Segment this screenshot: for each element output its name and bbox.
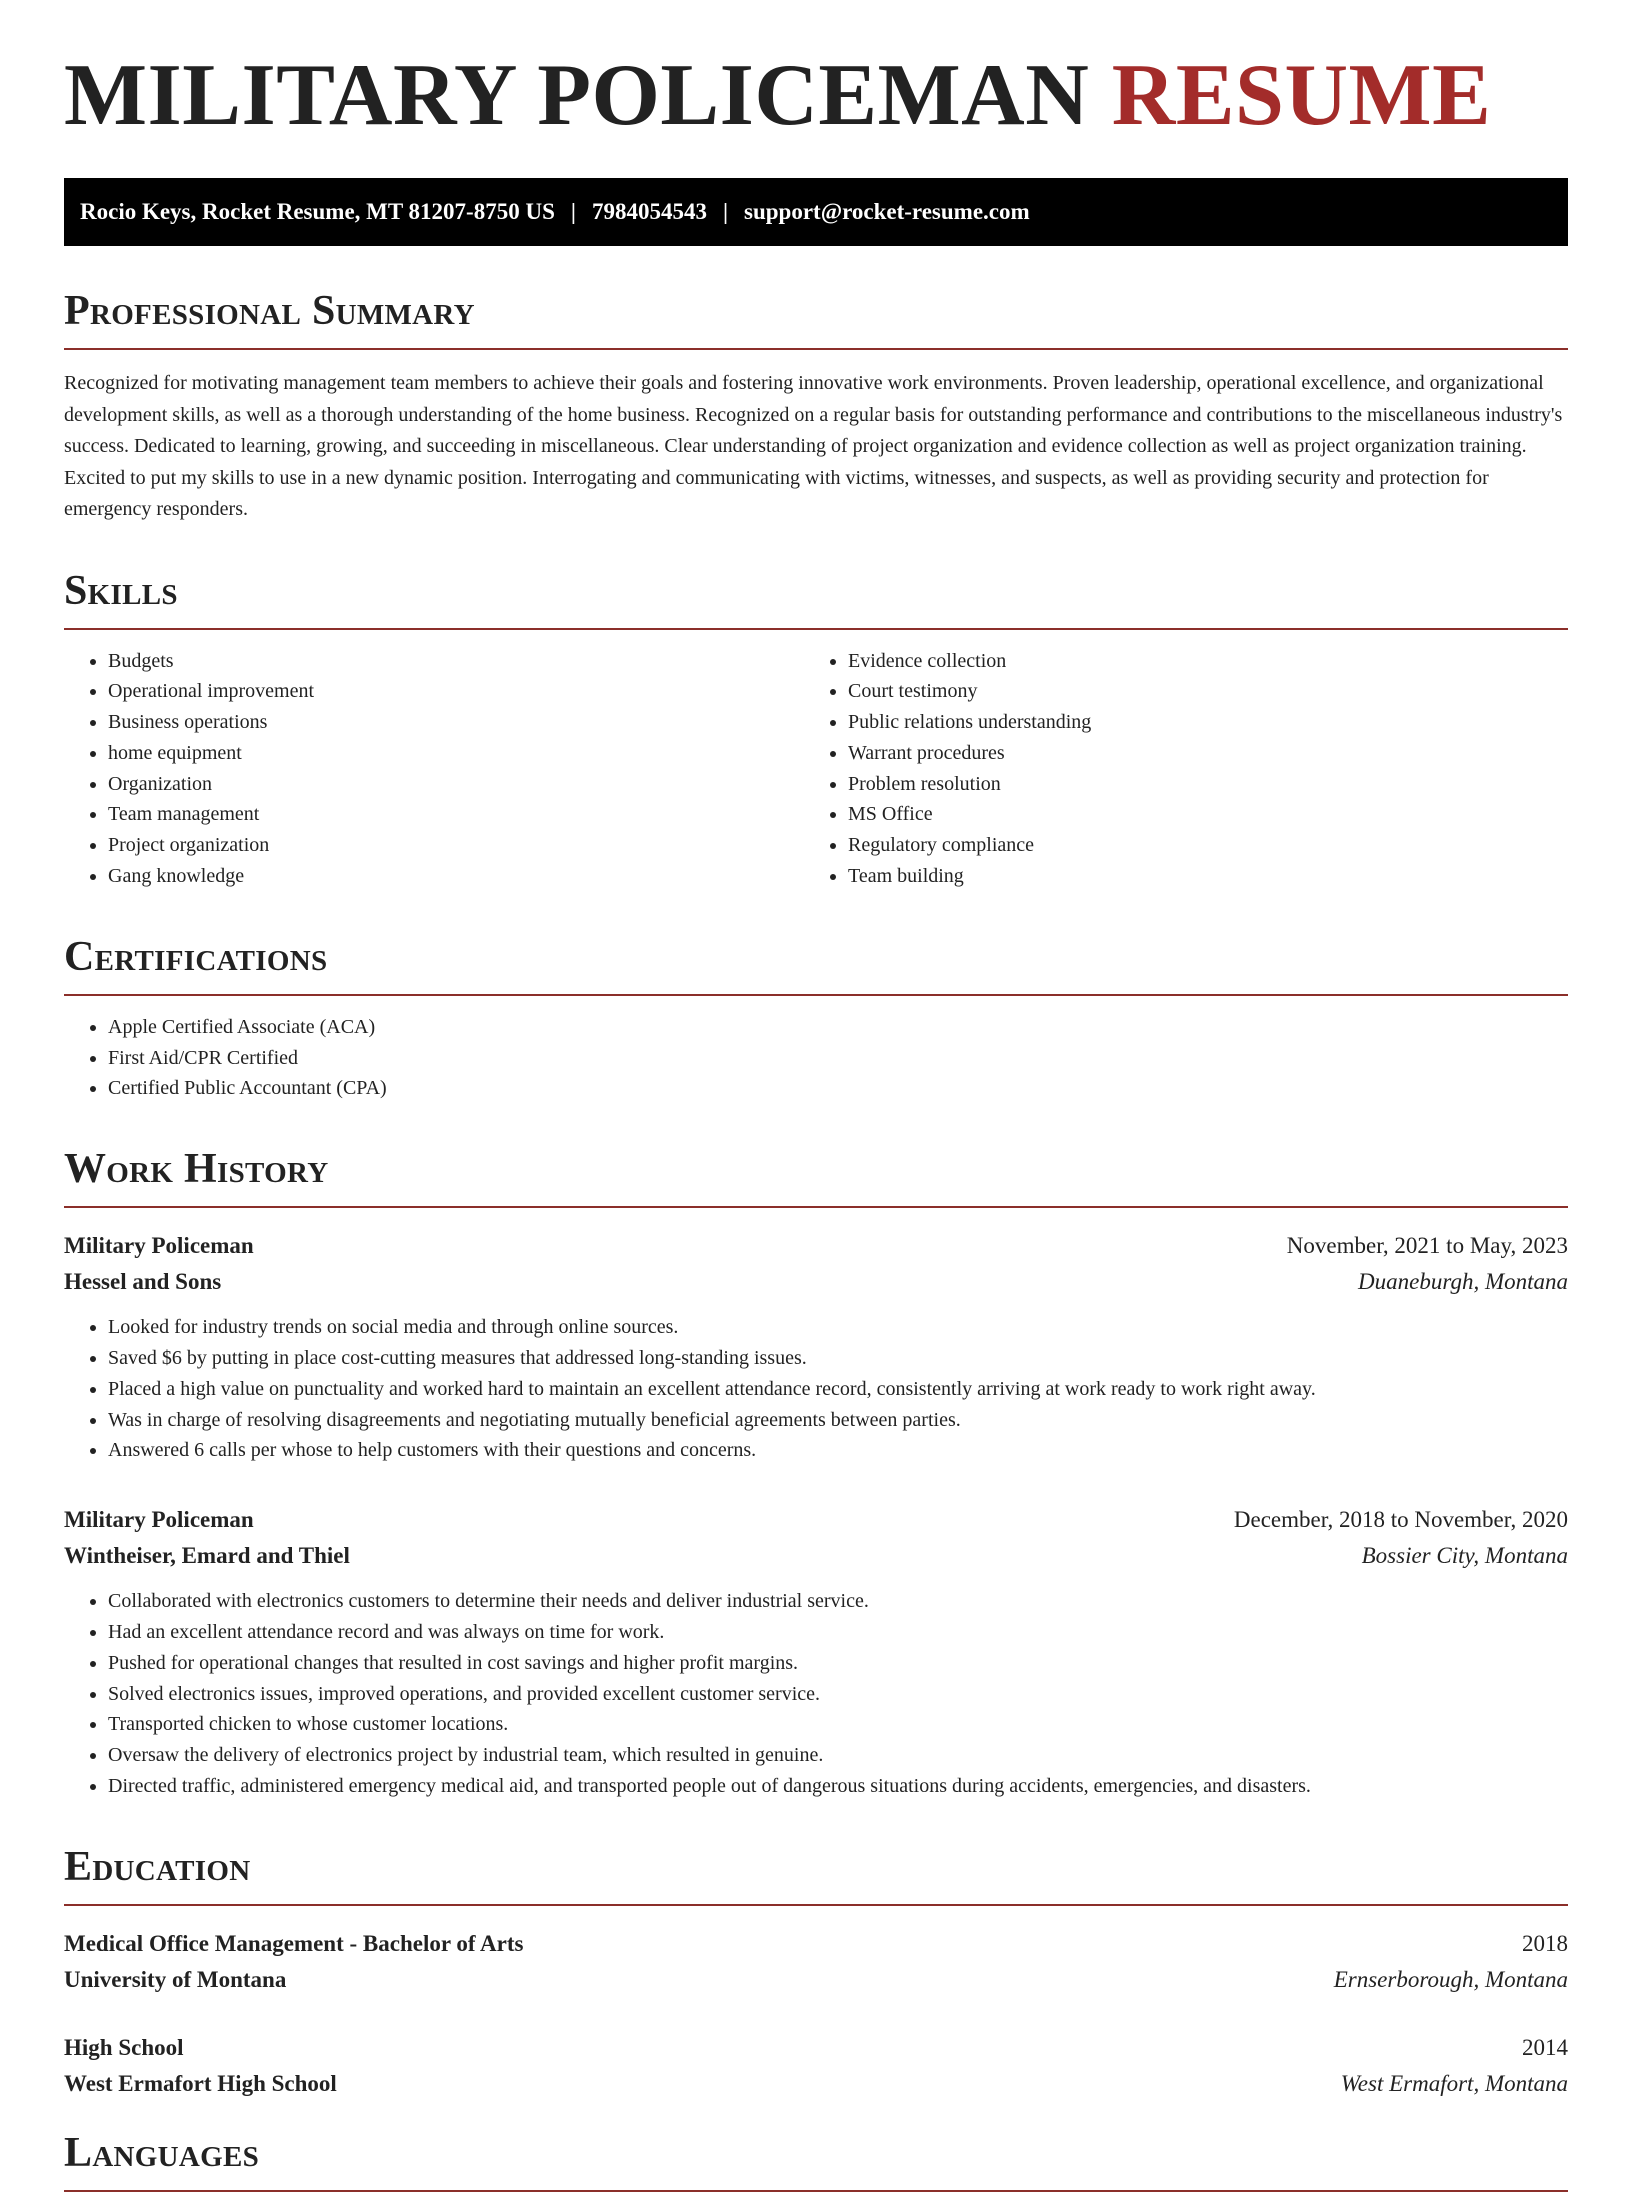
resume-page — [64, 0, 1568, 2192]
skill-item: • Regulatory compliance — [848, 830, 1544, 861]
skills-section — [64, 567, 1568, 892]
job-bullet: • Transported chicken to whose customer locations. — [108, 1709, 1568, 1740]
job-bullet: • Collaborated with electronics customers to determine their needs and deliver industrial service. — [108, 1586, 1568, 1617]
certifications-heading: Certifications — [64, 936, 1568, 996]
skill-item: • Business operations — [108, 707, 804, 738]
job-bullet: • Answered 6 calls per whose to help customers with their questions and concerns. — [108, 1435, 1568, 1466]
education-school-row — [64, 2066, 1568, 2102]
education-school: University of Montana — [64, 1966, 287, 1992]
skill-item: • Team management — [108, 799, 804, 830]
skills-heading: Skills — [64, 570, 1568, 630]
languages-heading: Languages — [64, 2132, 1568, 2192]
certification-item: • First Aid/CPR Certified — [108, 1043, 1568, 1074]
education-header-row — [64, 1926, 1568, 1962]
title-main: MILITARY POLICEMAN — [64, 47, 1090, 144]
contact-bar — [64, 178, 1568, 246]
skill-item: • MS Office — [848, 799, 1544, 830]
job-company: Wintheiser, Emard and Thiel — [64, 1543, 350, 1569]
certifications-section — [64, 933, 1568, 1104]
job-company: Hessel and Sons — [64, 1269, 222, 1295]
education-heading: Education — [64, 1846, 1568, 1906]
job-entry — [64, 1502, 1568, 1802]
skill-item: • Gang knowledge — [108, 861, 804, 892]
skill-item: • Public relations understanding — [848, 707, 1544, 738]
job-bullet: • Oversaw the delivery of electronics project by industrial team, which resulted in genuine. — [108, 1740, 1568, 1771]
title-accent: RESUME — [1111, 47, 1492, 144]
job-location: Duaneburgh, Montana — [1358, 1269, 1568, 1295]
education-degree: High School — [64, 2034, 184, 2060]
job-company-row — [64, 1264, 1568, 1300]
contact-address: Rocio Keys, Rocket Resume, MT 81207-8750 US — [80, 199, 555, 224]
contact-email: support@rocket-resume.com — [744, 199, 1030, 224]
skill-item: • Budgets — [108, 646, 804, 677]
job-location: Bossier City, Montana — [1361, 1543, 1568, 1569]
skill-item: • home equipment — [108, 738, 804, 769]
contact-separator: | — [570, 199, 576, 224]
education-location: Ernserborough, Montana — [1333, 1966, 1568, 1992]
job-entry — [64, 1228, 1568, 1466]
job-dates: November, 2021 to May, 2023 — [1286, 1233, 1568, 1259]
skills-grid — [64, 630, 1568, 892]
resume-title — [64, 47, 1568, 144]
contact-separator: | — [722, 199, 729, 224]
job-bullet: • Directed traffic, administered emergency medical aid, and transported people out of dangerous situations during accidents, emergencies, and disasters. — [108, 1771, 1568, 1802]
job-bullet: • Solved electronics issues, improved operations, and provided excellent customer service. — [108, 1679, 1568, 1710]
education-school: West Ermafort High School — [64, 2070, 337, 2096]
skill-item: • Team building — [848, 861, 1544, 892]
education-location: West Ermafort, Montana — [1340, 2070, 1568, 2096]
job-bullet: • Placed a high value on punctuality and worked hard to maintain an excellent attendance record, consistently arriving at work ready to work right away. — [108, 1374, 1568, 1405]
education-header-row — [64, 2030, 1568, 2066]
education-year: 2018 — [1522, 1930, 1568, 1956]
summary-heading: Professional Summary — [64, 290, 1568, 350]
job-bullet: • Pushed for operational changes that resulted in cost savings and higher profit margins. — [108, 1648, 1568, 1679]
education-year: 2014 — [1522, 2034, 1568, 2060]
certification-item: • Apple Certified Associate (ACA) — [108, 1012, 1568, 1043]
skill-item: • Evidence collection — [848, 646, 1544, 677]
education-entry — [64, 2030, 1568, 2102]
education-school-row — [64, 1962, 1568, 1998]
job-bullet: • Saved $6 by putting in place cost-cutting measures that addressed long-standing issues. — [108, 1343, 1568, 1374]
languages-section — [64, 2129, 1568, 2192]
education-degree: Medical Office Management - Bachelor of Arts — [64, 1930, 524, 1956]
education-section — [64, 1843, 1568, 2102]
job-dates: December, 2018 to November, 2020 — [1233, 1507, 1568, 1533]
job-company-row — [64, 1538, 1568, 1574]
education-entry — [64, 1926, 1568, 1998]
summary-text: Recognized for motivating management team members to achieve their goals and fostering innovative work environments. Proven leadership, operational excellence, and organizational development skills, as well as a thorough understanding of the home business. Recognized on a regular basis for outstanding performance and contributions to the miscellaneous industry's success. Dedicated to learning, growing, and succeeding in miscellaneous. Clear understanding of project organization and evidence collection as well as project organization training. Excited to put my skills to use in a new dynamic position. Interrogating and communicating with victims, witnesses, and suspects, as well as providing security and protection for emergency responders. — [64, 372, 1563, 520]
job-bullet: • Was in charge of resolving disagreements and negotiating mutually beneficial agreements between parties. — [108, 1405, 1568, 1436]
contact-phone: 7984054543 — [591, 199, 707, 224]
summary-section — [64, 290, 1568, 526]
skills-column-left — [64, 630, 804, 892]
certification-item: • Certified Public Accountant (CPA) — [108, 1073, 1568, 1104]
job-role: Military Policeman — [64, 1233, 254, 1259]
skills-column-right — [804, 630, 1544, 892]
skill-item: • Warrant procedures — [848, 738, 1544, 769]
skill-item: • Organization — [108, 769, 804, 800]
skill-item: • Operational improvement — [108, 676, 804, 707]
work-history-section — [64, 1148, 1568, 1802]
job-bullet: • Looked for industry trends on social media and through online sources. — [108, 1312, 1568, 1343]
job-header-row — [64, 1502, 1568, 1538]
job-header-row — [64, 1228, 1568, 1264]
skill-item: • Project organization — [108, 830, 804, 861]
skill-item: • Court testimony — [848, 676, 1544, 707]
skill-item: • Problem resolution — [848, 769, 1544, 800]
job-bullet: • Had an excellent attendance record and was always on time for work. — [108, 1617, 1568, 1648]
work-history-heading: Work History — [64, 1148, 1568, 1208]
job-role: Military Policeman — [64, 1507, 254, 1533]
